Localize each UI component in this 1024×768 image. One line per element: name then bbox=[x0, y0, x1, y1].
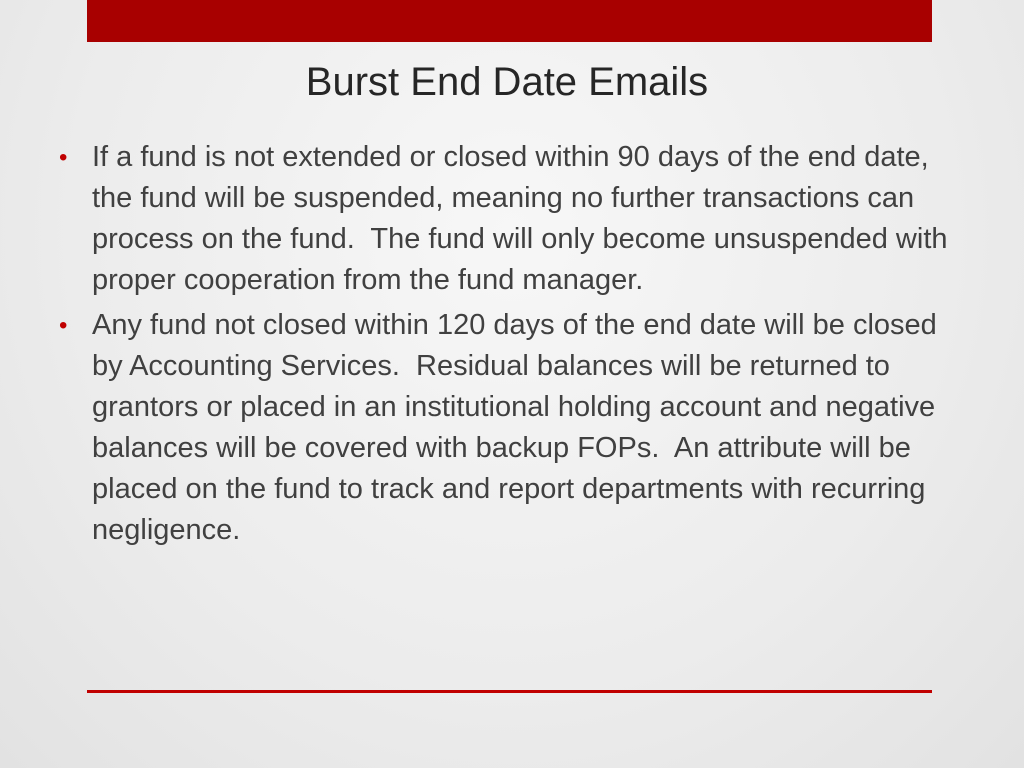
bullet-icon: • bbox=[59, 144, 68, 171]
list-item bbox=[57, 137, 967, 301]
slide-title: Burst End Date Emails bbox=[305, 60, 709, 104]
bullet-text: Any fund not closed within 120 days of the end date will be closed by Accounting Services. Residual balances will be returned to grantors or placed in an institutional holding account and negative balances will be covered with backup FOPs. An attribute will be placed on the fund to track and report departments with recurring negligence. bbox=[92, 309, 945, 546]
bullet-text: If a fund is not extended or closed within 90 days of the end date, the fund will be suspended, meaning no further transactions can process on the fund. The fund will only become unsuspended with proper cooperation from the fund manager. bbox=[92, 141, 956, 296]
top-accent-bar bbox=[87, 0, 932, 42]
list-item bbox=[57, 305, 967, 551]
bullet-list bbox=[57, 137, 967, 555]
bullet-icon: • bbox=[59, 312, 68, 339]
bottom-divider bbox=[87, 690, 932, 693]
